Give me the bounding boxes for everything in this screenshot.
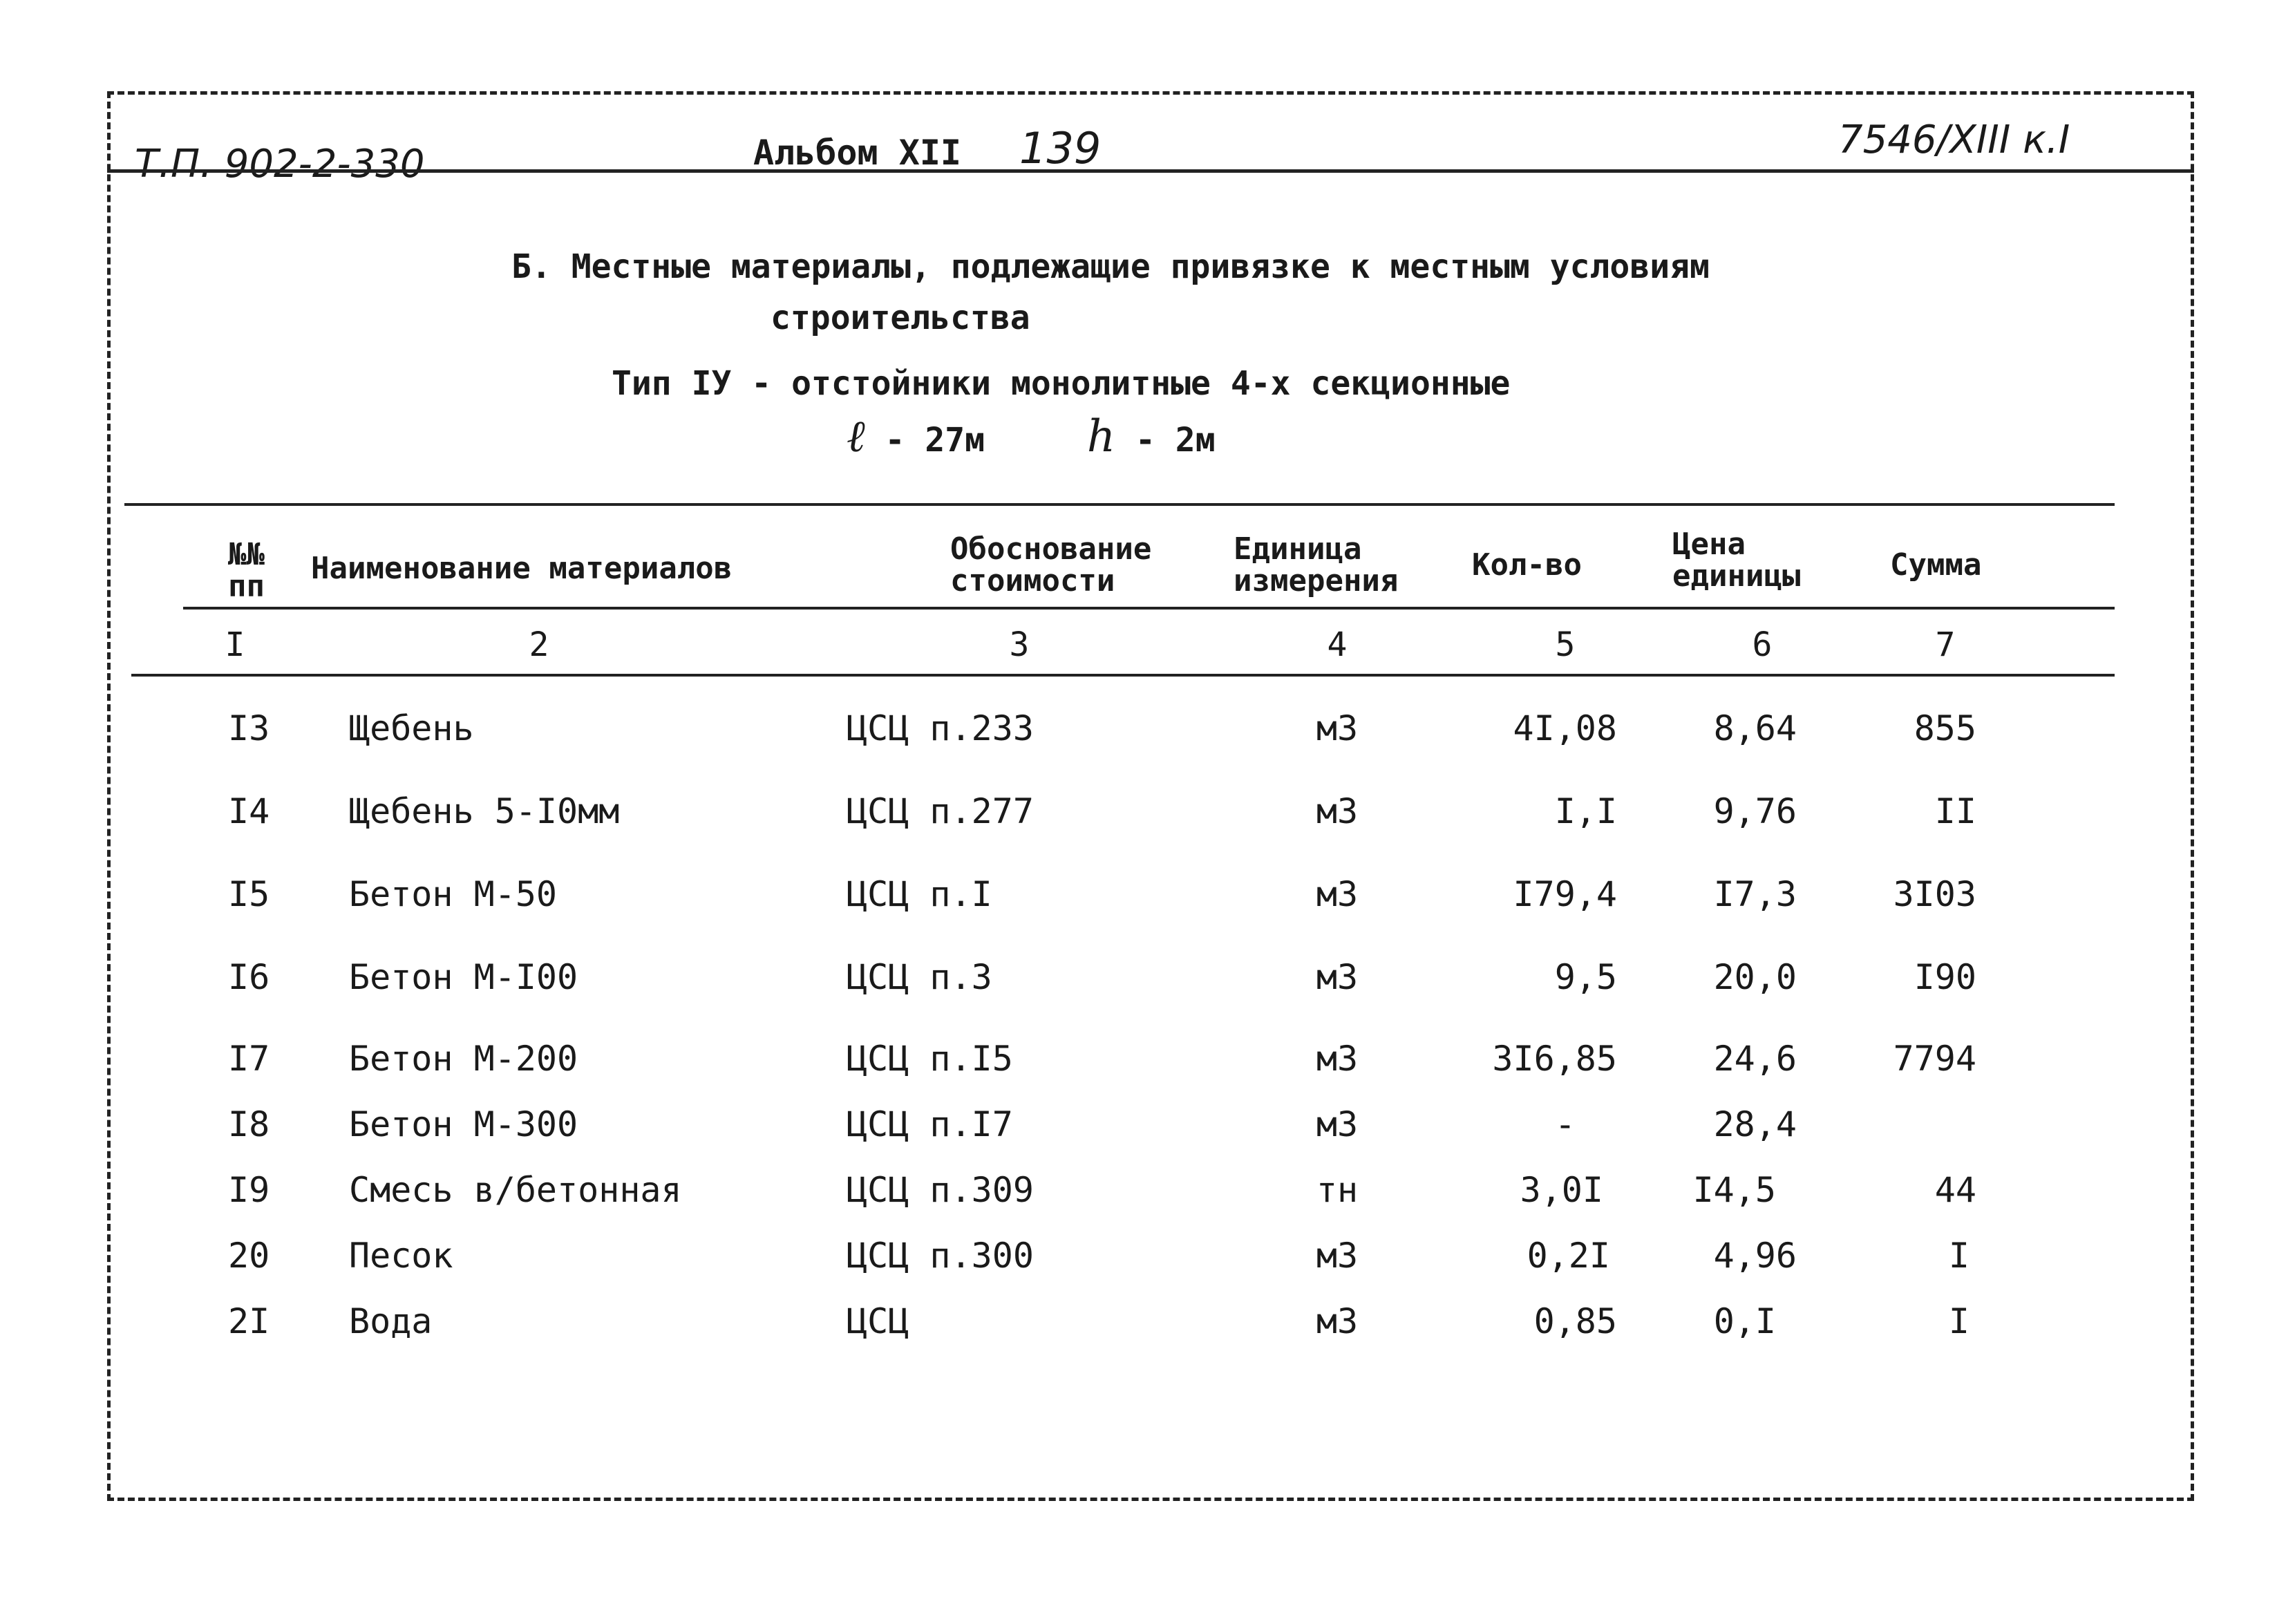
header-num-line2: пп	[228, 569, 265, 604]
row-qty: 9,5	[1554, 957, 1617, 997]
album-label: Альбом ХII	[753, 133, 962, 173]
table-top-rule	[124, 503, 2115, 506]
row-sum: 44	[1934, 1170, 1976, 1210]
row-unit: м3	[1316, 708, 1359, 748]
row-num: 2I	[228, 1301, 270, 1341]
row-name: Щебень 5-I0мм	[349, 791, 620, 831]
height-value: - 2м	[1135, 421, 1216, 460]
page-number: 139	[1019, 123, 1102, 173]
row-price: I4,5	[1692, 1170, 1776, 1210]
row-price: I7,3	[1713, 874, 1797, 914]
row-unit: м3	[1316, 791, 1359, 831]
row-qty: I,I	[1554, 791, 1617, 831]
row-name: Бетон М-200	[349, 1039, 578, 1079]
row-qty: 3I6,85	[1492, 1039, 1617, 1079]
header-divider	[107, 169, 2194, 173]
table-number-rule	[131, 674, 2115, 677]
row-sum: I	[1948, 1236, 1969, 1276]
row-name: Щебень	[349, 708, 474, 748]
row-basis: ЦСЦ п.3	[847, 957, 992, 997]
header-price	[1672, 529, 1800, 592]
title-line-2: строительства	[771, 299, 1030, 337]
row-basis: ЦСЦ п.309	[847, 1170, 1034, 1210]
length-symbol: ℓ	[847, 411, 865, 462]
row-name: Вода	[349, 1301, 433, 1341]
row-sum: I90	[1914, 957, 1976, 997]
row-unit: тн	[1316, 1170, 1359, 1210]
row-num: I7	[228, 1039, 270, 1079]
length-value: - 27м	[885, 421, 985, 460]
row-name: Бетон М-50	[349, 874, 558, 914]
header-unit-line2: измерения	[1234, 563, 1399, 598]
row-qty: 0,85	[1533, 1301, 1617, 1341]
row-price: 0,I	[1713, 1301, 1776, 1341]
column-number: 3	[1009, 625, 1030, 664]
header-price-line2: единицы	[1672, 558, 1801, 594]
project-code: Т.П. 902-2-330	[135, 142, 425, 187]
row-num: I6	[228, 957, 270, 997]
row-sum: I	[1948, 1301, 1969, 1341]
header-sum: Сумма	[1890, 547, 1982, 583]
inventory-number: 7546/XIII к.I	[1838, 117, 2070, 162]
row-name: Смесь в/бетонная	[349, 1170, 682, 1210]
row-unit: м3	[1316, 957, 1359, 997]
row-sum: II	[1934, 791, 1976, 831]
row-price: 9,76	[1713, 791, 1797, 831]
row-name: Песок	[349, 1236, 453, 1276]
header-basis-line1: Обоснование	[950, 531, 1152, 567]
row-sum: 855	[1914, 708, 1976, 748]
column-number: 5	[1555, 625, 1576, 664]
title-line-3: Тип IУ - отстойники монолитные 4-х секционные	[612, 364, 1511, 403]
row-unit: м3	[1316, 1301, 1359, 1341]
row-qty: 3,0I	[1520, 1170, 1603, 1210]
row-sum: 7794	[1893, 1039, 1976, 1079]
row-price: 8,64	[1713, 708, 1797, 748]
row-qty: I79,4	[1513, 874, 1617, 914]
height-symbol: h	[1086, 411, 1116, 462]
header-unit-line1: Единица	[1234, 531, 1362, 567]
row-num: I9	[228, 1170, 270, 1210]
row-basis: ЦСЦ п.I	[847, 874, 992, 914]
row-price: 4,96	[1713, 1236, 1797, 1276]
row-num: I8	[228, 1104, 270, 1144]
column-number: 2	[529, 625, 549, 664]
header-qty: Кол-во	[1472, 547, 1582, 583]
table-header-rule	[183, 607, 2115, 610]
row-num: I5	[228, 874, 270, 914]
column-number: I	[225, 625, 245, 664]
row-basis: ЦСЦ п.300	[847, 1236, 1034, 1276]
row-num: 20	[228, 1236, 270, 1276]
row-unit: м3	[1316, 1236, 1359, 1276]
header-basis	[950, 531, 1152, 598]
row-basis: ЦСЦ п.233	[847, 708, 1034, 748]
header-name: Наименование материалов	[311, 551, 733, 586]
row-sum: 3I03	[1893, 874, 1976, 914]
row-basis: ЦСЦ	[847, 1301, 909, 1341]
row-unit: м3	[1316, 1039, 1359, 1079]
header-basis-line2: стоимости	[950, 563, 1115, 598]
header-num	[228, 539, 265, 603]
header-unit	[1234, 531, 1399, 598]
row-qty: -	[1554, 1104, 1576, 1144]
header-price-line1: Цена	[1672, 527, 1746, 562]
row-name: Бетон М-300	[349, 1104, 578, 1144]
row-basis: ЦСЦ п.I5	[847, 1039, 1013, 1079]
row-num: I4	[228, 791, 270, 831]
row-unit: м3	[1316, 874, 1359, 914]
column-number: 6	[1752, 625, 1773, 664]
row-qty: 4I,08	[1513, 708, 1617, 748]
dimensions	[847, 411, 1216, 462]
row-price: 24,6	[1713, 1039, 1797, 1079]
row-price: 20,0	[1713, 957, 1797, 997]
row-basis: ЦСЦ п.I7	[847, 1104, 1013, 1144]
row-unit: м3	[1316, 1104, 1359, 1144]
column-number: 7	[1935, 625, 1956, 664]
row-name: Бетон М-I00	[349, 957, 578, 997]
row-qty: 0,2I	[1527, 1236, 1610, 1276]
title-line-1: Б. Местные материалы, подлежащие привязке к местным условиям	[511, 247, 1710, 286]
row-num: I3	[228, 708, 270, 748]
header-num-line1: №№	[228, 537, 265, 572]
row-basis: ЦСЦ п.277	[847, 791, 1034, 831]
row-price: 28,4	[1713, 1104, 1797, 1144]
column-number: 4	[1327, 625, 1348, 664]
